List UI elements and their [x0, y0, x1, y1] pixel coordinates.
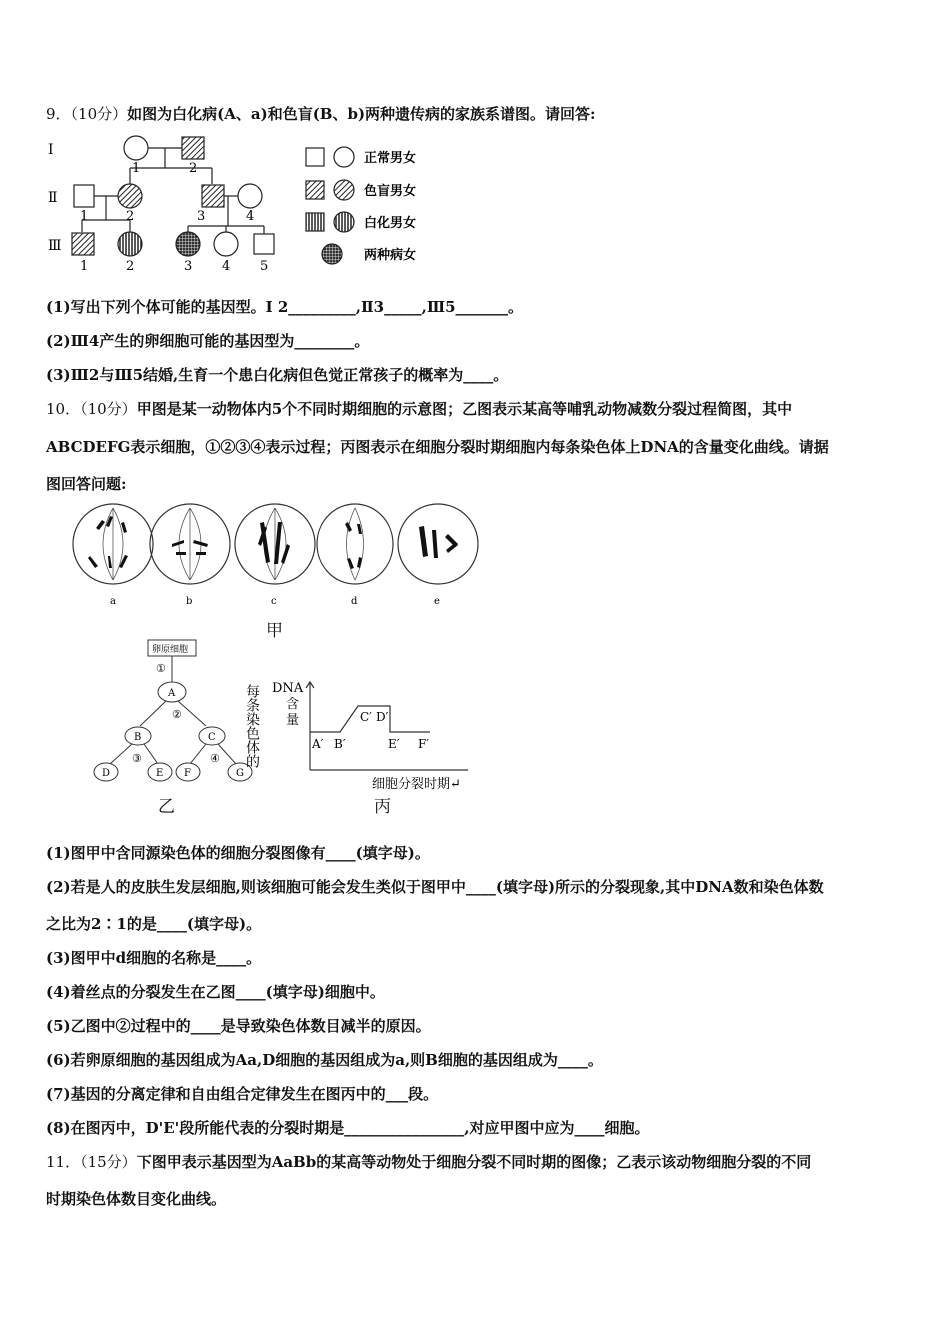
bing-ylabel-liang: 量: [286, 713, 300, 728]
legend-albino-label: 白化男女: [364, 216, 417, 231]
q11-title-line2: 时期染色体数目变化曲线。: [46, 1190, 227, 1208]
q9-sub1: (1)写出下列个体可能的基因型。Ⅰ 2_________,Ⅱ3_____,Ⅲ5_______。: [46, 298, 524, 316]
III-4-label: 4: [222, 259, 231, 274]
q10-sub2-line1: (2)若是人的皮肤生发层细胞,则该细胞可能会发生类似于图甲中____(填字母)所示的分裂现象,其中DNA数和染色体数: [46, 878, 824, 896]
cell-a-label: a: [110, 596, 116, 607]
legend-normal-label: 正常男女: [364, 151, 417, 166]
III-4-normal-female: [214, 232, 238, 256]
fig-yi-tree: [86, 638, 266, 788]
cell-e-label: e: [434, 596, 440, 607]
legend-albino-female: [334, 212, 354, 232]
q11-score: （15分）: [80, 1153, 137, 1171]
q10-title-line1: [46, 398, 792, 419]
III-3-both-diseases-female: [176, 232, 200, 256]
III-1-label: 1: [80, 259, 89, 274]
tree-node-C: C: [208, 732, 216, 743]
III-5-normal-male: [254, 234, 274, 254]
II-2-label: 2: [126, 209, 135, 224]
legend-colorblind-female: [334, 180, 354, 200]
bing-point-D: D′: [376, 710, 389, 724]
I-1-label: 1: [132, 161, 141, 176]
II-2-colorblind-female: [118, 184, 142, 208]
legend-both-female: [322, 244, 342, 264]
q10-title1: 甲图是某一动物体内5个不同时期细胞的示意图；乙图表示某高等哺乳动物减数分裂过程简图，其中: [136, 400, 793, 418]
cell-c-label: c: [271, 596, 277, 607]
legend-both-label: 两种病女: [364, 248, 417, 263]
II-3-label: 3: [197, 209, 206, 224]
cell-b-label: b: [186, 596, 193, 607]
III-5-label: 5: [260, 259, 269, 274]
q10-title-line3: 图回答问题:: [46, 475, 127, 493]
gen-label-3: Ⅲ: [48, 238, 62, 254]
III-3-label: 3: [184, 259, 193, 274]
bing-ylabel-han: 含: [286, 697, 300, 712]
II-3-colorblind-male: [202, 185, 224, 207]
bing-point-E: E′: [388, 737, 400, 751]
q11-title-line1: [46, 1151, 811, 1172]
tree-node-D: D: [102, 768, 111, 779]
II-1-label: 1: [80, 209, 89, 224]
gen-label-2: Ⅱ: [48, 190, 58, 206]
q9-number: 9．: [46, 105, 71, 123]
III-2-label: 2: [126, 259, 135, 274]
legend-colorblind-male: [306, 181, 324, 199]
bing-ylabel-dna: DNA: [272, 681, 304, 696]
legend-normal-female: [334, 147, 354, 167]
bing-xlabel: 细胞分裂时期↵: [372, 777, 461, 792]
pedigree-figure: [44, 130, 444, 280]
bing-point-A: A′: [312, 737, 324, 751]
q10-sub8: (8)在图丙中，D'E'段所能代表的分裂时期是________________,对应甲图中应为____细胞。: [46, 1119, 650, 1137]
q10-sub5: (5)乙图中②过程中的____是导致染色体数目减半的原因。: [46, 1017, 431, 1035]
I-1-normal-female: [124, 136, 148, 160]
I-2-colorblind-male: [182, 137, 204, 159]
fig-jia-cells: [68, 500, 488, 610]
q9-title-line: [46, 103, 596, 124]
q10-sub2-line2: 之比为2∶1的是____(填字母)。: [46, 915, 262, 933]
II-1-normal-male: [74, 185, 94, 207]
q10-number: 10．: [46, 400, 81, 418]
tree-step-4: ④: [210, 752, 220, 765]
legend-colorblind-label: 色盲男女: [364, 184, 417, 199]
q10-sub6: (6)若卵原细胞的基因组成为Aa,D细胞的基因组成为a,则B细胞的基因组成为____。: [46, 1051, 603, 1069]
bing-ylabel-vertical: 每条染色体的: [244, 684, 260, 768]
tree-node-F: F: [184, 768, 191, 779]
q9-sub3: (3)Ⅲ2与Ⅲ5结婚,生育一个患白化病但色觉正常孩子的概率为____。: [46, 366, 509, 384]
legend-normal-male: [306, 148, 324, 166]
cell-d: [317, 504, 393, 584]
q10-sub1: (1)图甲中含同源染色体的细胞分裂图像有____(填字母)。: [46, 844, 430, 862]
q10-sub7: (7)基因的分离定律和自由组合定律发生在图丙中的___段。: [46, 1085, 439, 1103]
q10-score: （10分）: [80, 400, 137, 418]
fig-yi-caption: 乙: [158, 797, 175, 817]
fig-bing-chart: [244, 676, 480, 796]
fig-jia-caption: 甲: [266, 621, 283, 641]
fig-bing-caption: 丙: [374, 797, 391, 817]
III-2-albino-female: [118, 232, 142, 256]
II-4-normal-female: [238, 184, 262, 208]
q9-title: 如图为白化病(A、a)和色盲(B、b)两种遗传病的家族系谱图。请回答:: [127, 105, 596, 123]
q10-sub3: (3)图甲中d细胞的名称是____。: [46, 949, 262, 967]
tree-top-label: 卵原细胞: [152, 645, 189, 655]
q11-title1: 下图甲表示基因型为AaBb的某高等动物处于细胞分裂不同时期的图像；乙表示该动物细胞分裂的不同: [136, 1153, 812, 1171]
q9-score: （10分）: [70, 105, 128, 123]
bing-point-B: B′: [334, 737, 346, 751]
bing-point-C: C′: [360, 710, 372, 724]
tree-node-A: A: [168, 688, 176, 699]
cell-d-label: d: [351, 596, 358, 607]
legend-albino-male: [306, 213, 324, 231]
tree-step-2: ②: [172, 708, 182, 721]
tree-node-G: G: [236, 768, 244, 779]
q10-title-line2: ABCDEFG表示细胞，①②③④表示过程；丙图表示在细胞分裂时期细胞内每条染色体上DNA的含量变化曲线。请据: [46, 438, 829, 456]
III-1-colorblind-male: [72, 233, 94, 255]
q10-sub4: (4)着丝点的分裂发生在乙图____(填字母)细胞中。: [46, 983, 385, 1001]
tree-node-E: E: [156, 768, 164, 779]
II-4-label: 4: [246, 209, 255, 224]
cell-e: [398, 504, 478, 584]
tree-node-B: B: [134, 732, 142, 743]
gen-label-1: Ⅰ: [48, 142, 54, 158]
q9-sub2: (2)Ⅲ4产生的卵细胞可能的基因型为________。: [46, 332, 370, 350]
I-2-label: 2: [189, 161, 198, 176]
q11-number: 11．: [46, 1153, 81, 1171]
tree-step-3: ③: [132, 752, 142, 765]
bing-point-F: F′: [418, 737, 430, 751]
tree-step-1: ①: [156, 662, 166, 675]
